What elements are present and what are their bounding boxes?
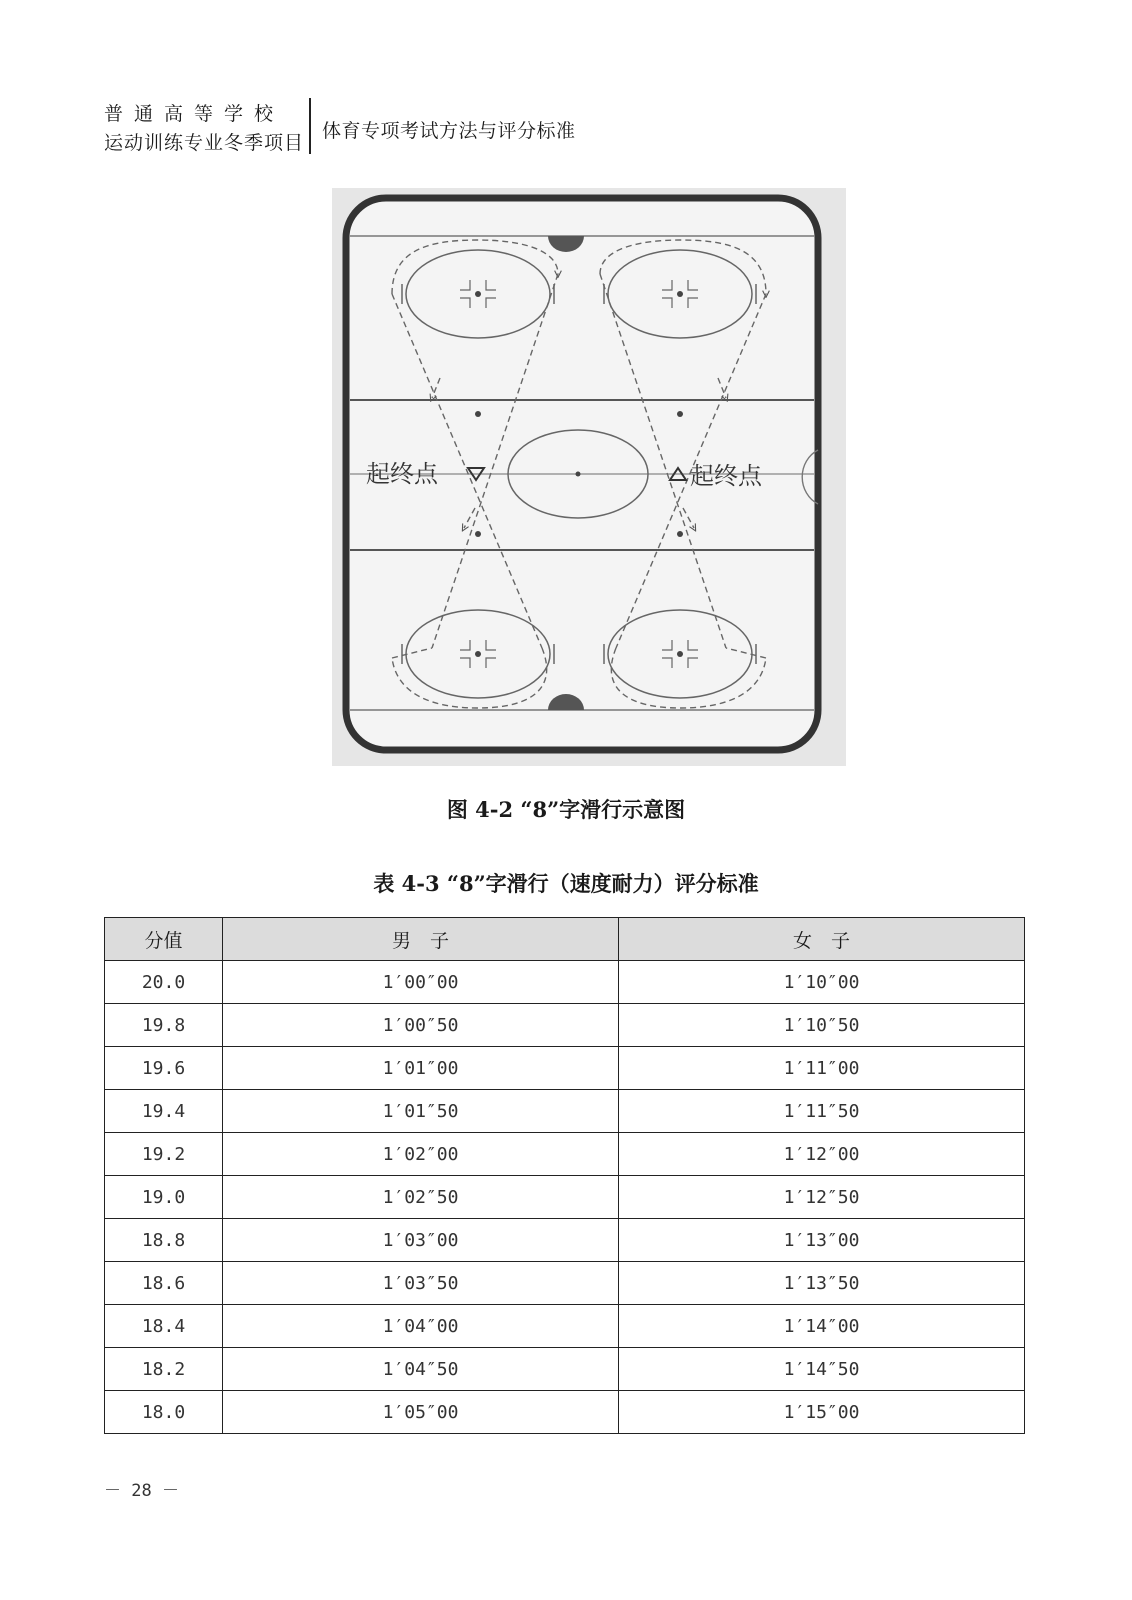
- table-row: [105, 961, 1025, 1004]
- male-time-cell: 1′03″50: [223, 1262, 619, 1305]
- table-row: [105, 1004, 1025, 1047]
- female-time-cell: 1′14″00: [619, 1305, 1025, 1348]
- male-time-cell: 1′05″00: [223, 1391, 619, 1434]
- score-cell: 19.0: [105, 1176, 223, 1219]
- scoring-table: [104, 917, 1025, 1434]
- header-female: 女 子: [619, 918, 1025, 961]
- male-time-cell: 1′01″00: [223, 1047, 619, 1090]
- score-cell: 19.8: [105, 1004, 223, 1047]
- table-row: [105, 1047, 1025, 1090]
- female-time-cell: 1′14″50: [619, 1348, 1025, 1391]
- page-number: － 28 －: [104, 1481, 179, 1501]
- male-time-cell: 1′02″00: [223, 1133, 619, 1176]
- center-dot: [576, 472, 581, 477]
- score-cell: 18.2: [105, 1348, 223, 1391]
- table-header-row: [105, 918, 1025, 961]
- start-finish-label-left: 起终点: [366, 460, 438, 488]
- header-male: 男 子: [223, 918, 619, 961]
- female-time-cell: 1′10″50: [619, 1004, 1025, 1047]
- start-finish-label-right: 起终点: [690, 462, 762, 490]
- score-cell: 18.4: [105, 1305, 223, 1348]
- female-time-cell: 1′13″50: [619, 1262, 1025, 1305]
- male-time-cell: 1′00″00: [223, 961, 619, 1004]
- table-row: [105, 1090, 1025, 1133]
- score-cell: 19.4: [105, 1090, 223, 1133]
- figure-caption: 图 4-2 “8”字滑行示意图: [446, 797, 686, 822]
- score-cell: 18.6: [105, 1262, 223, 1305]
- female-time-cell: 1′15″00: [619, 1391, 1025, 1434]
- table-row: [105, 1219, 1025, 1262]
- male-time-cell: 1′00″50: [223, 1004, 619, 1047]
- figure-8-skating-diagram: [332, 188, 846, 766]
- table-row: [105, 1391, 1025, 1434]
- male-time-cell: 1′04″50: [223, 1348, 619, 1391]
- female-time-cell: 1′12″50: [619, 1176, 1025, 1219]
- female-time-cell: 1′13″00: [619, 1219, 1025, 1262]
- course-title: 体育专项考试方法与评分标准: [322, 120, 576, 142]
- header-score: 分值: [105, 918, 223, 961]
- female-time-cell: 1′11″00: [619, 1047, 1025, 1090]
- male-time-cell: 1′04″00: [223, 1305, 619, 1348]
- table-row: [105, 1348, 1025, 1391]
- table-caption: 表 4-3 “8”字滑行（速度耐力）评分标准: [373, 871, 759, 896]
- score-cell: 18.0: [105, 1391, 223, 1434]
- table-row: [105, 1176, 1025, 1219]
- table-row: [105, 1262, 1025, 1305]
- female-time-cell: 1′10″00: [619, 961, 1025, 1004]
- male-time-cell: 1′01″50: [223, 1090, 619, 1133]
- score-cell: 18.8: [105, 1219, 223, 1262]
- school-title: [104, 100, 305, 158]
- table-row: [105, 1305, 1025, 1348]
- ice-rink-diagram: [332, 188, 846, 766]
- score-cell: 20.0: [105, 961, 223, 1004]
- male-time-cell: 1′03″00: [223, 1219, 619, 1262]
- male-time-cell: 1′02″50: [223, 1176, 619, 1219]
- table-row: [105, 1133, 1025, 1176]
- header-divider: [309, 98, 311, 154]
- school-title-line2: 运动训练专业冬季项目: [104, 132, 305, 154]
- score-cell: 19.6: [105, 1047, 223, 1090]
- score-cell: 19.2: [105, 1133, 223, 1176]
- female-time-cell: 1′11″50: [619, 1090, 1025, 1133]
- school-title-line1: 普通高等学校: [104, 103, 285, 125]
- female-time-cell: 1′12″00: [619, 1133, 1025, 1176]
